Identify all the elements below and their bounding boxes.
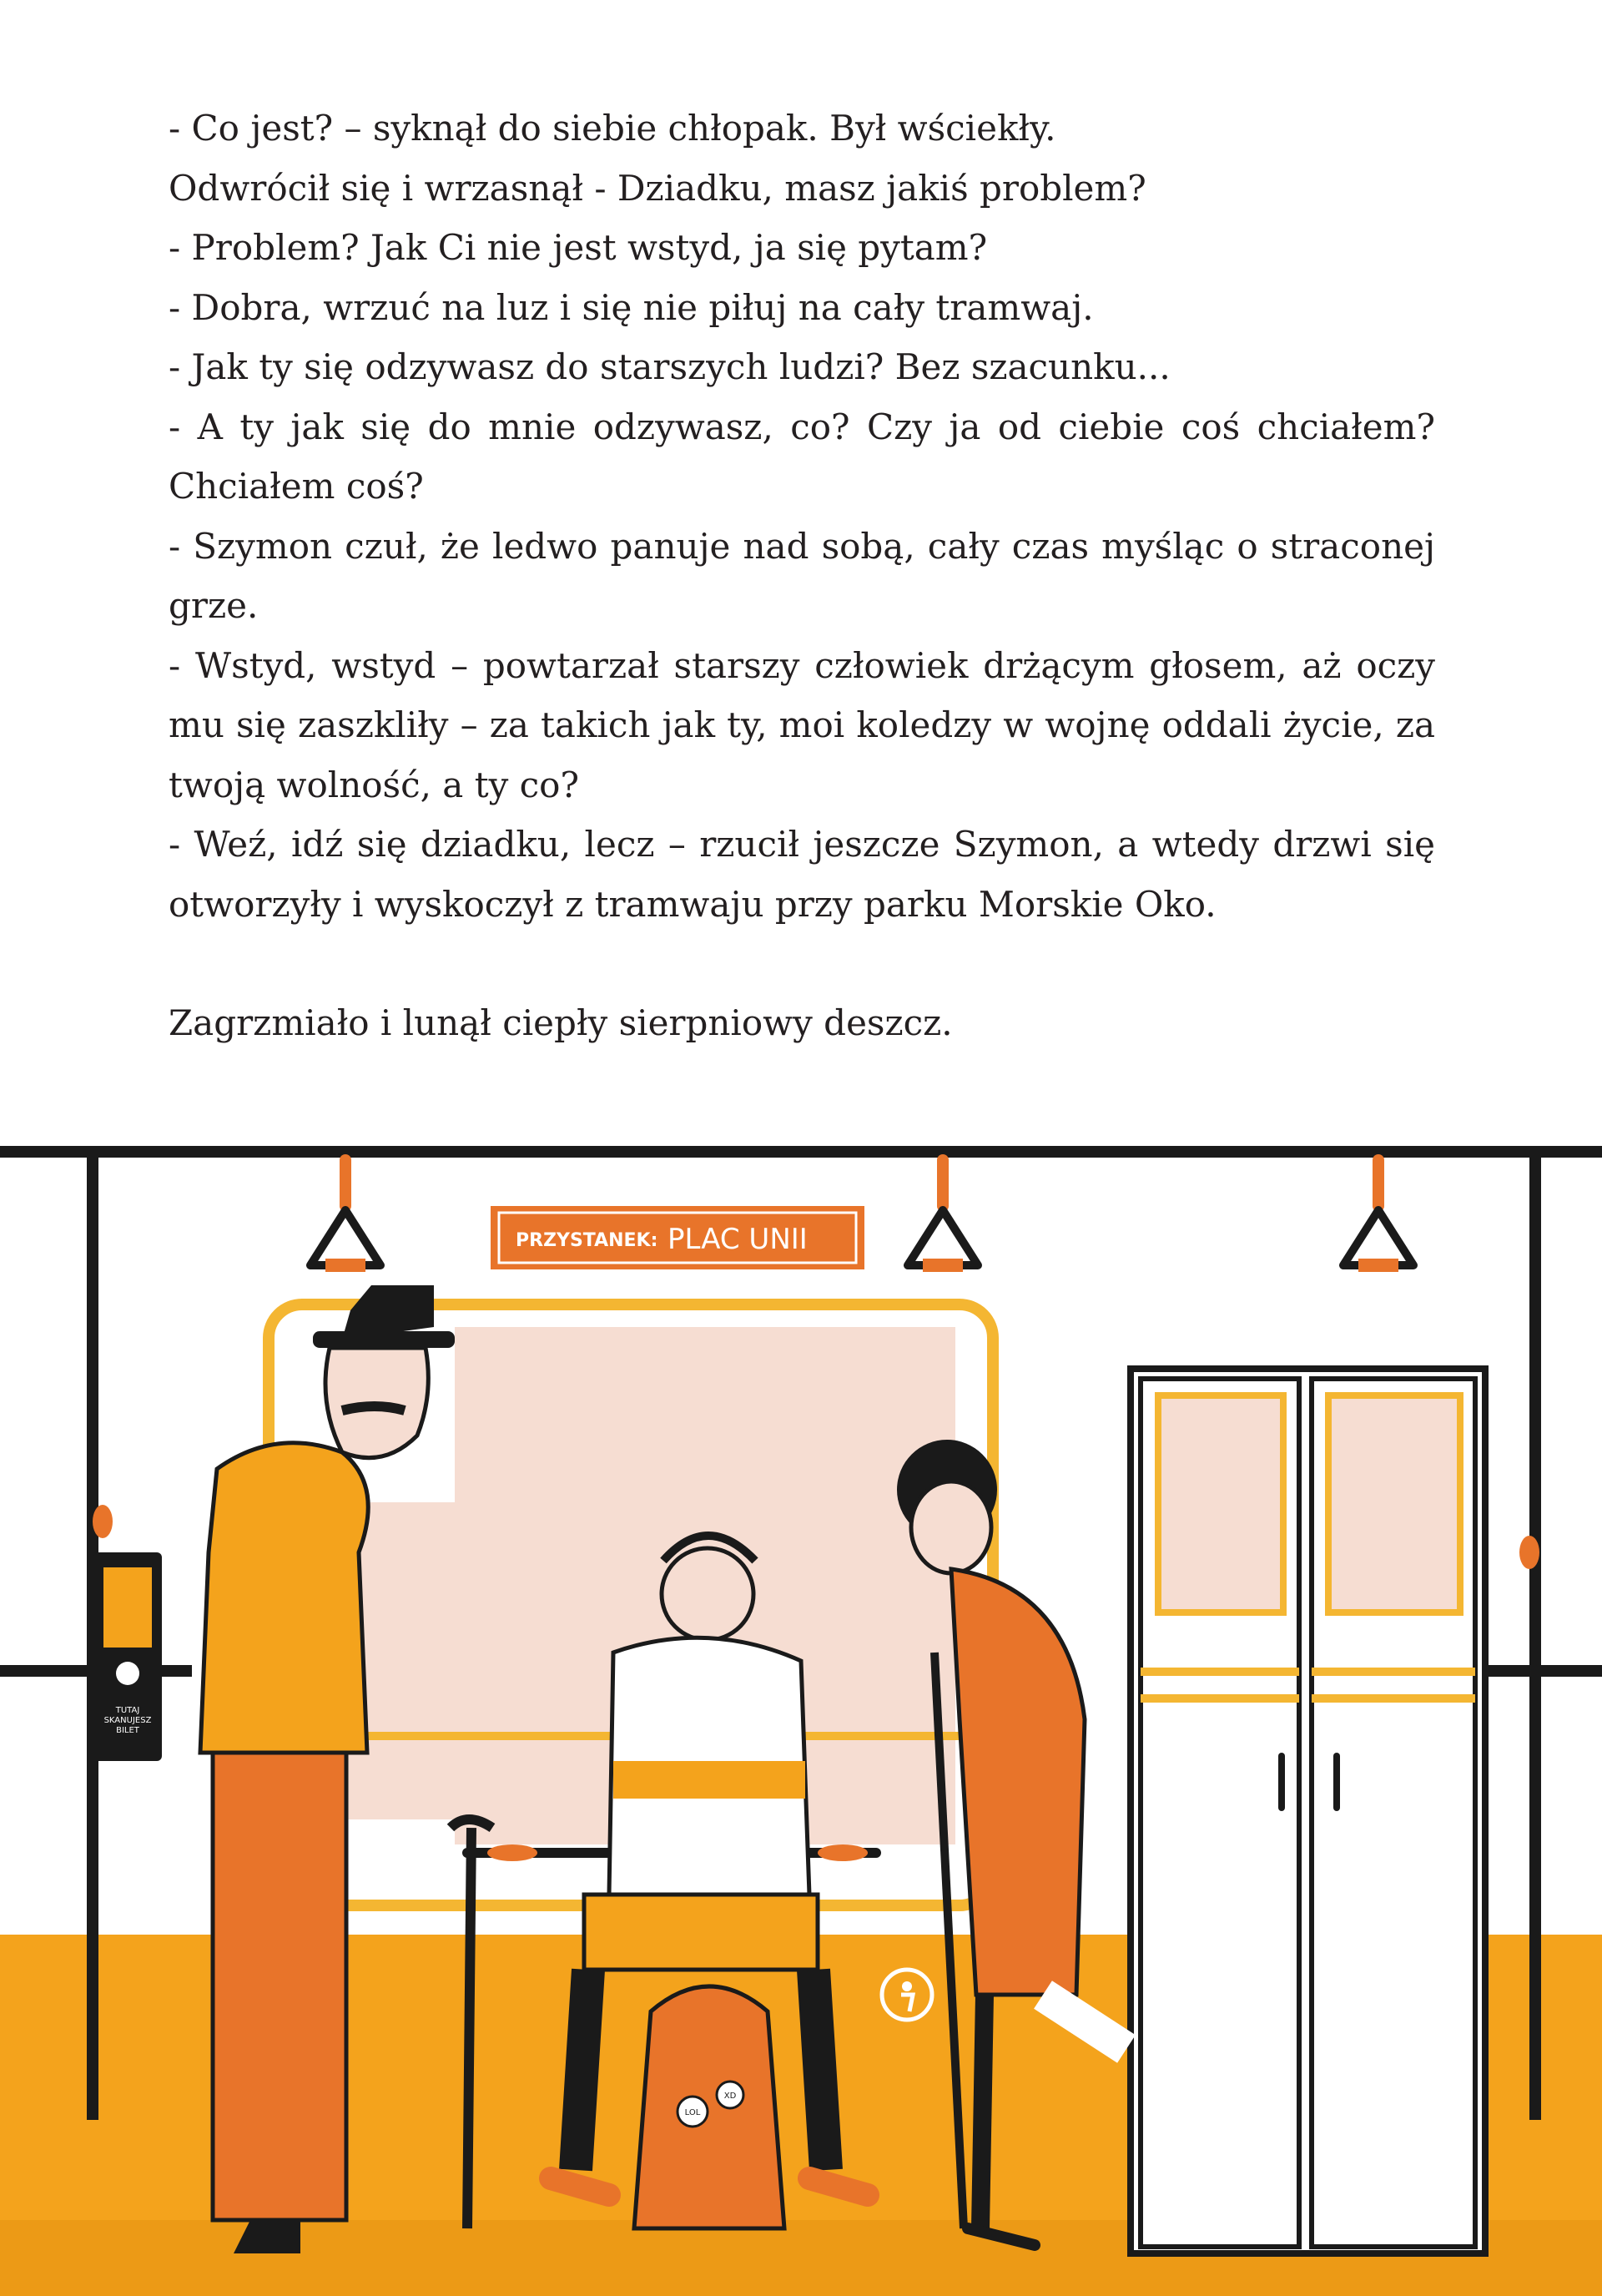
paragraph: Odwrócił się i wrzasnął - Dziadku, masz jakiś problem? bbox=[169, 167, 1146, 209]
ticket-validator bbox=[93, 1552, 162, 1761]
validator-label: TUTAJ bbox=[115, 1706, 140, 1715]
stop-sign-label: PRZYSTANEK: bbox=[516, 1230, 658, 1251]
stop-sign bbox=[491, 1206, 864, 1269]
stop-sign-name: PLAC UNII bbox=[668, 1223, 808, 1256]
story-text bbox=[169, 98, 1435, 1053]
paragraph: - A ty jak się do mnie odzywasz, co? Czy ja od ciebie coś chciałem? Chciałem coś? bbox=[169, 406, 1435, 507]
right-handrail bbox=[1485, 1665, 1602, 1677]
validator-label: SKANUJESZ bbox=[103, 1716, 152, 1725]
paragraph: - Wstyd, wstyd – powtarzał starszy człowiek drżącym głosem, aż oczy mu się zaszkliły – za takich jak ty, moi koledzy w wojnę oddali życie, za twoją wolność, a ty co? bbox=[169, 644, 1435, 805]
hand-strap bbox=[310, 1160, 380, 1272]
right-pole bbox=[1529, 1152, 1541, 2120]
hand-strap bbox=[1343, 1160, 1413, 1272]
tram-doors bbox=[1131, 1369, 1485, 2253]
paragraph: - Problem? Jak Ci nie jest wstyd, ja się pytam? bbox=[169, 227, 988, 268]
badge-text: XD bbox=[723, 2092, 737, 2101]
top-rail bbox=[0, 1146, 1602, 1158]
closing-paragraph: Zagrzmiało i lunął ciepły sierpniowy deszcz. bbox=[169, 1002, 953, 1043]
validator-label: BILET bbox=[116, 1726, 139, 1735]
paragraph: - Weź, idź się dziadku, lecz – rzucił jeszcze Szymon, a wtedy drzwi się otworzyły i wyskoczył z tramwaju przy parku Morskie Oko. bbox=[169, 824, 1435, 925]
paragraph: - Szymon czuł, że ledwo panuje nad sobą, cały czas myśląc o straconej grze. bbox=[169, 525, 1435, 626]
tram-interior-illustration bbox=[0, 1118, 1602, 2296]
badge-text: LOL bbox=[684, 2108, 701, 2117]
paragraph: - Dobra, wrzuć na luz i się nie piłuj na cały tramwaj. bbox=[169, 286, 1094, 328]
backpack bbox=[634, 1986, 784, 2228]
paragraph: - Jak ty się odzywasz do starszych ludzi? Bez szacunku... bbox=[169, 346, 1171, 387]
hand-strap bbox=[908, 1160, 978, 1272]
paragraph: - Co jest? – syknął do siebie chłopak. Był wściekły. bbox=[169, 108, 1056, 149]
